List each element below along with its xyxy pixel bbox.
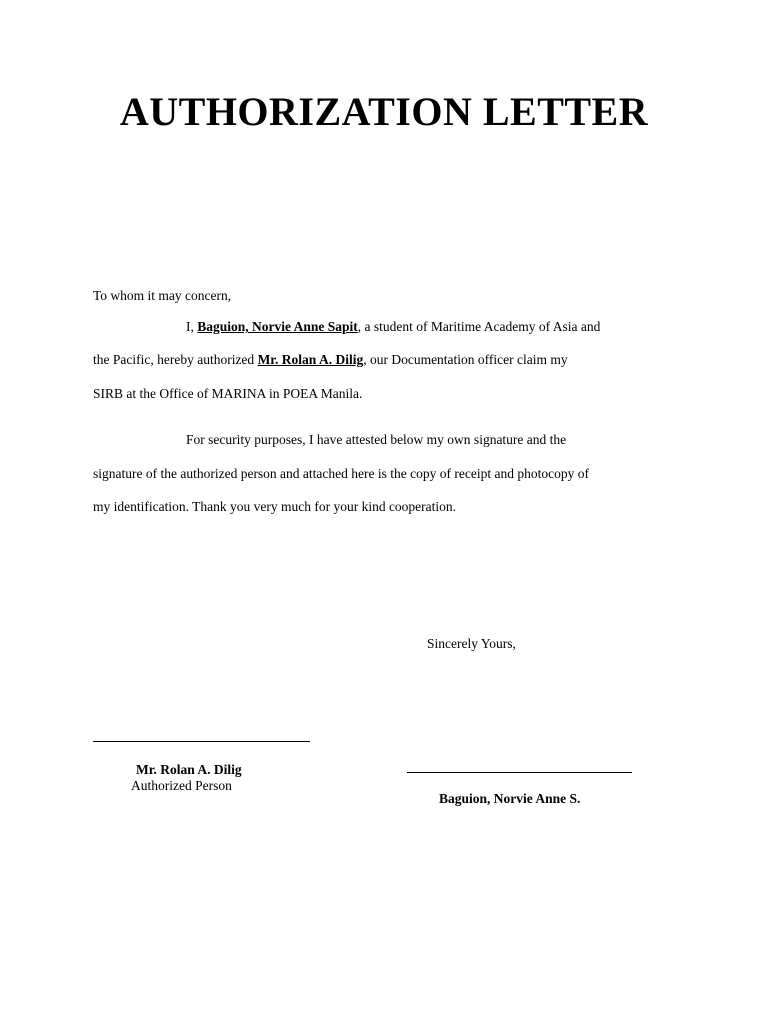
paragraph1-line2 [93, 351, 673, 369]
paragraph1-line1-suffix: , a student of Maritime Academy of Asia and [357, 319, 601, 334]
paragraph1-line1 [186, 318, 766, 336]
paragraph1-line2-suffix: , our Documentation officer claim my [363, 352, 568, 367]
page-title: AUTHORIZATION LETTER [119, 89, 649, 134]
authorized-signature-name: Mr. Rolan A. Dilig [136, 762, 242, 777]
closing: Sincerely Yours, [427, 636, 516, 651]
student-name: Baguion, Norvie Anne Sapit [197, 319, 358, 334]
paragraph1-line2-prefix: the Pacific, hereby authorized [93, 352, 258, 367]
authorized-signature-role: Authorized Person [131, 778, 232, 793]
authorized-person-name: Mr. Rolan A. Dilig [257, 352, 364, 367]
salutation: To whom it may concern, [93, 288, 232, 303]
author-signature-name: Baguion, Norvie Anne S. [439, 791, 581, 806]
paragraph2-line1: For security purposes, I have attested below my own signature and the [186, 432, 567, 447]
paragraph1-line3: SIRB at the Office of MARINA in POEA Manila. [93, 386, 363, 401]
authorized-signature-line [93, 741, 310, 742]
paragraph1-line1-prefix: I, [186, 319, 198, 334]
paragraph2-line3: my identification. Thank you very much for your kind cooperation. [93, 499, 457, 514]
paragraph2-line2: signature of the authorized person and attached here is the copy of receipt and photocopy of [93, 466, 589, 481]
author-signature-line [407, 772, 632, 773]
